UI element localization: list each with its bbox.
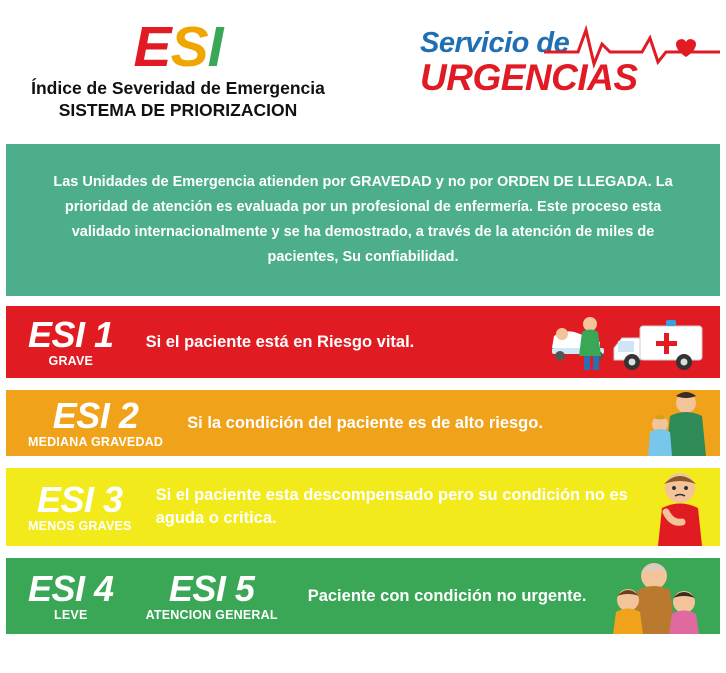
- esi-4-badge-label: ESI 4: [28, 567, 114, 609]
- header: [0, 0, 726, 140]
- intro-text: Las Unidades de Emergencia atienden por GRAVEDAD y no por ORDEN DE LLEGADA. La prioridad de atención es evaluada por un profesional de enfermería. Este proceso esta validado internacionalmente y se ha demostrado, a través de la atención de miles de pacientes, Su confiabilidad.: [53, 174, 673, 265]
- esi-letter-e: E: [133, 15, 171, 79]
- esi-3-badge-label: ESI 3: [37, 478, 123, 520]
- esi-3-badge-sublabel: MENOS GRAVES: [28, 518, 132, 533]
- esi-letter-i: I: [207, 15, 223, 79]
- esi-1-badge-label: ESI 1: [28, 313, 114, 355]
- esi-levels-list: [6, 306, 720, 646]
- urgencias-line1: Servicio de: [420, 27, 570, 59]
- family-grandmother-children-illustration: [598, 558, 720, 634]
- ekg-heart-icon: [542, 18, 722, 72]
- esi-2-badge-sublabel: MEDIANA GRAVEDAD: [28, 434, 164, 449]
- urgencias-line2: URGENCIAS: [420, 57, 638, 98]
- esi-1-description: Si el paciente está en Riesgo vital.: [145, 332, 415, 351]
- esi-letter-s: S: [170, 15, 208, 79]
- esi-level-row-4: [6, 558, 720, 634]
- esi-logo-letters: [8, 15, 348, 79]
- esi-4-badge: [6, 567, 124, 623]
- intro-banner: [6, 144, 720, 296]
- esi-level-row-1: [6, 306, 720, 378]
- esi-subtitle-line1: Índice de Severidad de Emergencia: [31, 78, 325, 98]
- esi-4-5-description: Paciente con condición no urgente.: [307, 586, 587, 605]
- esi-2-badge-label: ESI 2: [52, 394, 139, 436]
- esi-4-5-badge-group: [6, 567, 288, 623]
- esi-5-badge: [124, 567, 288, 623]
- esi-5-badge-label: ESI 5: [168, 567, 255, 609]
- esi-subtitle-line2: SISTEMA DE PRIORIZACION: [58, 100, 298, 120]
- stretcher-ambulance-illustration: [550, 306, 720, 378]
- esi-1-badge-sublabel: GRAVE: [48, 353, 94, 368]
- esi-5-badge-sublabel: ATENCION GENERAL: [145, 607, 278, 622]
- child-with-arm-pain-illustration: [642, 468, 720, 546]
- esi-level-row-3: [6, 468, 720, 546]
- esi-1-badge: [6, 313, 124, 369]
- esi-level-row-2: [6, 390, 720, 456]
- esi-3-badge: [6, 478, 142, 534]
- esi-4-badge-sublabel: LEVE: [54, 607, 88, 622]
- esi-3-description: Si el paciente esta descompensado pero su condición no es aguda o critica.: [155, 486, 628, 527]
- esi-logo: [8, 15, 348, 121]
- esi-2-badge: [6, 394, 173, 450]
- esi-2-description: Si la condición del paciente es de alto riesgo.: [187, 413, 543, 432]
- doctor-holding-baby-illustration: [642, 390, 720, 456]
